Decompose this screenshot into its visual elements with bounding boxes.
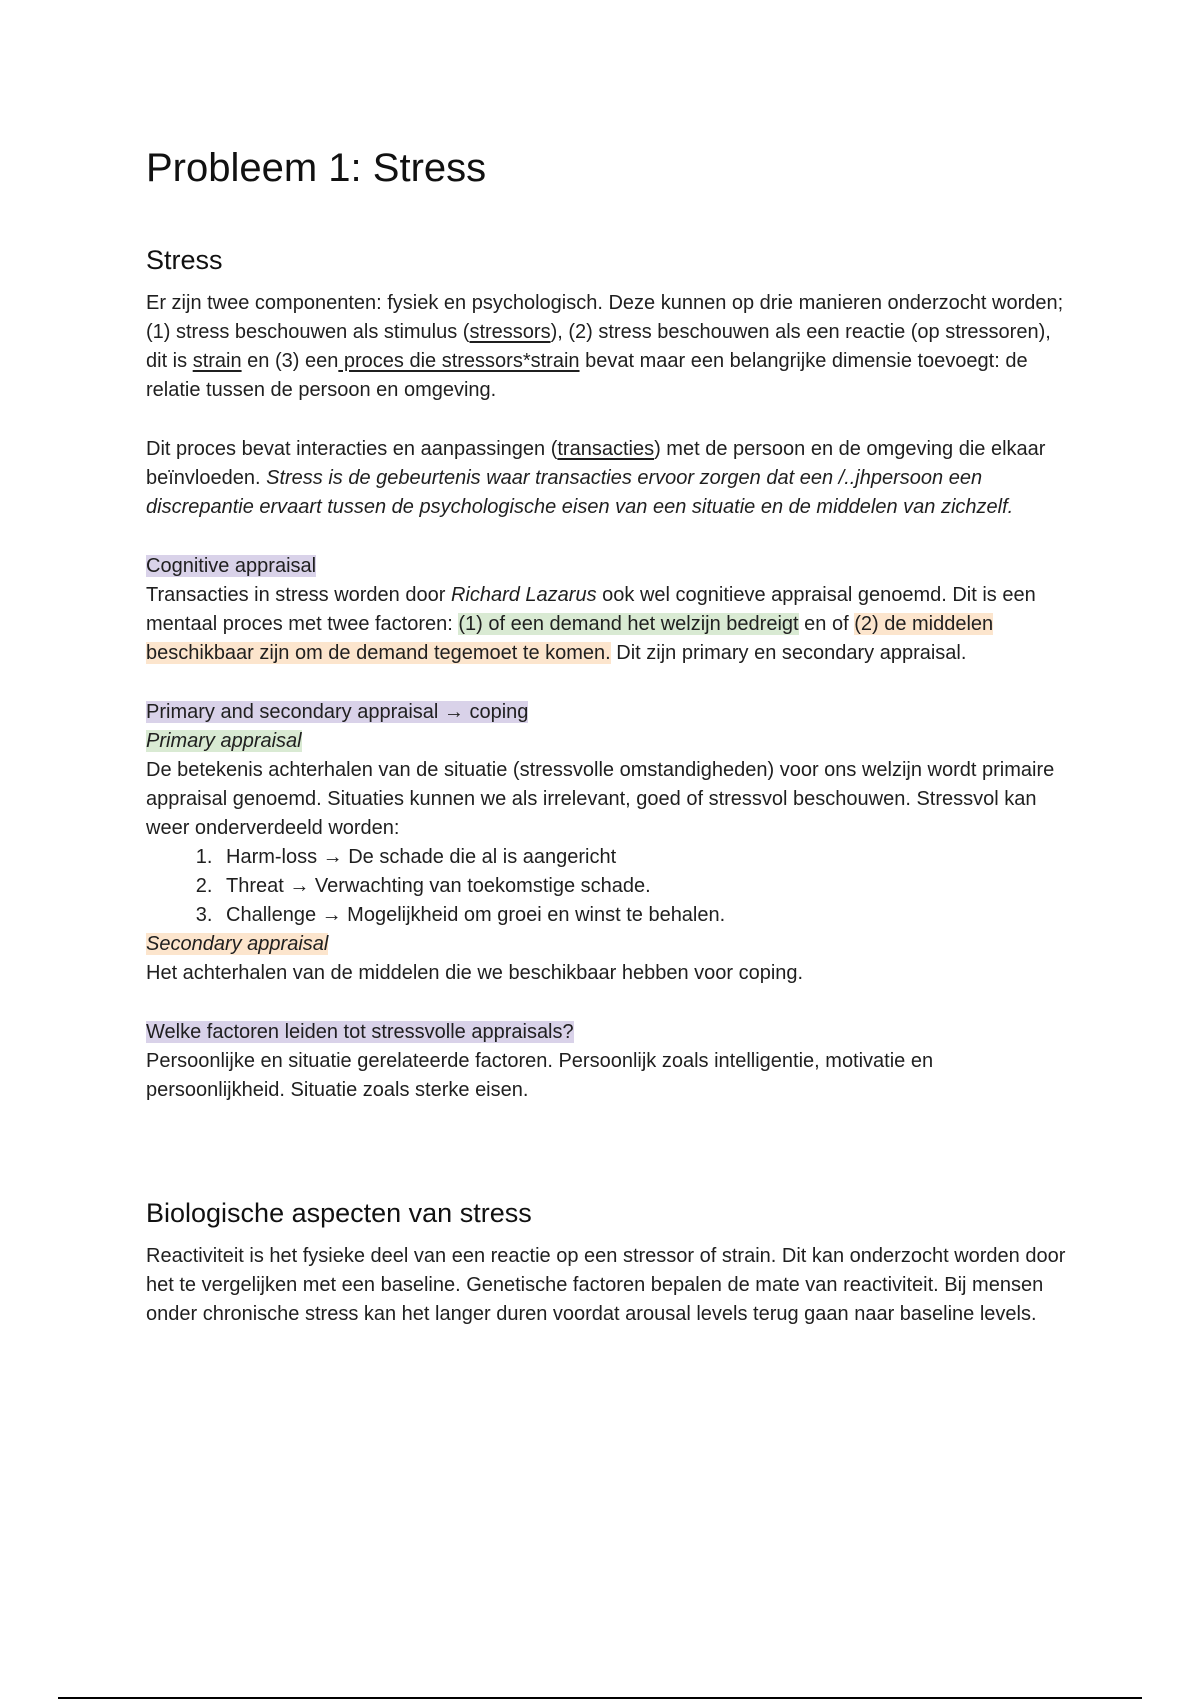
- subheading-cognitive-appraisal: Cognitive appraisal: [146, 555, 317, 577]
- stress-type-list: [146, 843, 1066, 930]
- text-span: en (3) een: [241, 350, 339, 372]
- underlined-term-process: proces die stressors*strain: [338, 350, 580, 372]
- paragraph-cognitive: [146, 581, 1066, 668]
- factors-block: [146, 1018, 1066, 1105]
- subheading-primary-secondary: Primary and secondary appraisal → coping: [146, 701, 529, 723]
- text-span: en of: [798, 613, 855, 635]
- highlight-factor-2: (2) de middelen beschikbaar zijn om de demand tegemoet te komen.: [146, 613, 994, 664]
- list-item: 2. Threat → Verwachting van toekomstige schade.: [218, 872, 1066, 901]
- section-heading-stress: Stress: [146, 245, 223, 275]
- subheading-factors: Welke factoren leiden tot stressvolle appraisals?: [146, 1021, 574, 1043]
- primary-secondary-block: [146, 698, 1066, 988]
- list-item: 3. Challenge → Mogelijkheid om groei en winst te behalen.: [218, 901, 1066, 930]
- cognitive-appraisal-block: [146, 552, 1066, 668]
- subheading-secondary-appraisal: Secondary appraisal: [146, 933, 329, 955]
- text-span: Er zijn twee componenten: fysiek en psychologisch. Deze kunnen op drie manieren onderzocht worden; (1) stress beschouwen als stimulus (: [146, 292, 1064, 343]
- underlined-term-transacties: transacties: [557, 438, 655, 460]
- section-heading-biologische: Biologische aspecten van stress: [146, 1198, 532, 1228]
- text-span: bevat maar een belangrijke dimensie toevoegt: de relatie tussen de persoon en omgeving.: [146, 350, 1028, 401]
- underlined-term-strain: strain: [192, 350, 242, 372]
- highlight-factor-1: (1) of een demand het welzijn bedreigt: [458, 613, 799, 635]
- paragraph-transactions: [146, 435, 1066, 522]
- subheading-primary-appraisal: Primary appraisal: [146, 730, 302, 752]
- page-bottom-rule: [58, 1697, 1142, 1699]
- text-span: ook wel cognitieve appraisal genoemd. Dit is een mentaal proces met twee factoren:: [146, 584, 1036, 635]
- paragraph-primary: De betekenis achterhalen van de situatie (stressvolle omstandigheden) voor ons welzijn wordt primaire appraisal genoemd. Situaties kunnen we als irrelevant, goed of stressvol beschouwen. Stressvol kan weer onderverdeeld worden:: [146, 759, 1055, 839]
- document-title: Probleem 1: Stress: [146, 146, 487, 190]
- stress-definition: Stress is de gebeurtenis waar transacties ervoor zorgen dat een /..jhpersoon een discrepantie ervaart tussen de psychologische eisen van een situatie en de middelen van zichzelf.: [146, 467, 1014, 518]
- paragraph-secondary: Het achterhalen van de middelen die we beschikbaar hebben voor coping.: [146, 962, 804, 984]
- underlined-term-stressors: stressors: [469, 321, 551, 343]
- paragraph-components: [146, 289, 1066, 405]
- paragraph-reactiviteit: Reactiviteit is het fysieke deel van een reactie op een stressor of strain. Dit kan onderzocht worden door het te vergelijken met een baseline. Genetische factoren bepalen de mate van reactiviteit. Bij mensen onder chronische stress kan het langer duren voordat arousal levels terug gaan naar baseline levels.: [146, 1245, 1066, 1325]
- text-span: Dit zijn primary en secondary appraisal.: [610, 642, 967, 664]
- text-span: Dit proces bevat interacties en aanpassingen (: [146, 438, 558, 460]
- text-span: ), (2) stress beschouwen als een reactie (op stressoren), dit is: [146, 321, 1051, 372]
- paragraph-factors: Persoonlijke en situatie gerelateerde factoren. Persoonlijk zoals intelligentie, motivatie en persoonlijkheid. Situatie zoals sterke eisen.: [146, 1050, 934, 1101]
- document-page: [146, 138, 1066, 1329]
- author-name: Richard Lazarus: [450, 584, 597, 606]
- list-item: 1. Harm-loss → De schade die al is aangericht: [218, 843, 1066, 872]
- text-span: ) met de persoon en de omgeving die elkaar beïnvloeden.: [146, 438, 1046, 489]
- text-span: Transacties in stress worden door: [146, 584, 451, 606]
